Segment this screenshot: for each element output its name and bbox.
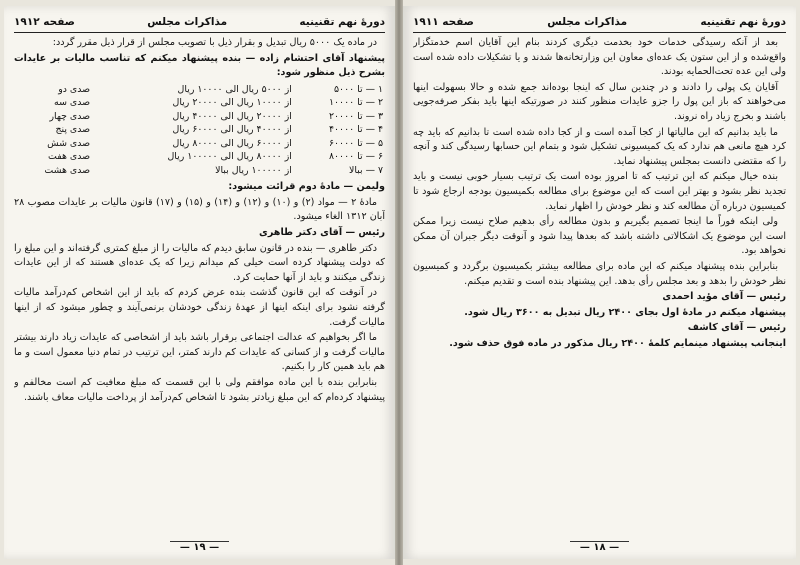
article-paragraph: مادهٔ ۲ — مواد (۲) و (۱۰) و (۱۲) و (۱۴) و (۱۵) و (۱۷) قانون مالیات بر عایدات مصوب ۲۸ آبان ۱۳۱۲ الغاء میشود. bbox=[14, 196, 385, 223]
table-cell-bracket: ۵ — تا ۶۰۰۰۰ bbox=[328, 137, 383, 149]
tax-rate-table bbox=[14, 83, 385, 178]
motion-paragraph: اینجانب پیشنهاد مینمایم کلمهٔ ۲۴۰۰ ریال مذکور در ماده فوق حذف شود. bbox=[449, 337, 786, 349]
speaker-line: رئیس — آقای دکتر طاهری bbox=[259, 227, 385, 239]
motion-paragraph: پیشنهاد آقای احتشام زاده — بنده پیشنهاد میکنم که تناسب مالیات بر عایدات بشرح ذیل منظور شود: bbox=[14, 52, 385, 79]
paragraph: ما باید بدانیم که این مالیاتها از کجا آمده است و از کجا داده شده است تا بدانیم که باید چه کرد هیچ مانعی هم ندارد که یک کمیسیونی تشکیل شود و بتمام این حسابها رسیدگی کند و آنچه را که مقتضی دانست بمجلس پیشنهاد نماید. bbox=[413, 126, 786, 167]
right-header-title: مذاکرات مجلس bbox=[547, 16, 628, 28]
table-cell-bracket: ۳ — تا ۲۰۰۰۰ bbox=[328, 110, 383, 122]
right-header-page-number: صفحه ۱۹۱۱ bbox=[413, 16, 474, 28]
paragraph: بنابراین بنده با این ماده موافقم ولی با این قسمت که مبلغ معافیت کم است مخالفم و پیشنهاد کرده‌ام که این مبلغ زیادتر بشود تا اشخاص کم‌درآمد از پرداخت مالیات معاف باشند. bbox=[14, 377, 385, 403]
left-page bbox=[4, 6, 395, 559]
table-cell-rate: صدی هفت bbox=[48, 151, 91, 163]
table-cell-bracket: ۶ — تا ۸۰۰۰۰ bbox=[328, 151, 383, 163]
table-cell-range: از ۵۰۰۰ ریال الی ۱۰۰۰۰ ریال bbox=[177, 83, 292, 95]
paragraph: دکتر طاهری — بنده در قانون سابق دیدم که مالیات را از مبلغ کمتری گرفته‌اند و این مبلغ را که دولت پیشنهاد کرده است خیلی کم میدانم زیرا که یک عده‌ای هستند که از این عایدات زندگی میکنند و باید از آنها حمایت کرد. bbox=[14, 242, 385, 283]
right-header-session: دورهٔ نهم تقنینیه bbox=[700, 16, 786, 28]
paragraph: بنده خیال میکنم که این ترتیب که تا امروز بوده است یک ترتیب بسیار خوبی نیست و باید تجدید نظر بشود و بهتر این است که این موضوع برای مطالعه بکمیسیون بودجه ارجاع شود تا کمیسیون درباره آن مطالعه کند و نظر خودش را اظهار نماید. bbox=[413, 171, 786, 212]
motion-paragraph: پیشنهاد میکنم در مادهٔ اول بجای ۲۴۰۰ ریال تبدیل به ۳۶۰۰ ریال شود. bbox=[464, 306, 786, 318]
left-page-footer bbox=[4, 541, 395, 553]
table-cell-bracket: ۲ — تا ۱۰۰۰۰ bbox=[328, 97, 383, 109]
left-header-title: مذاکرات مجلس bbox=[147, 16, 228, 28]
table-cell-range: از ۲۰۰۰۰ ریال الی ۴۰۰۰۰ ریال bbox=[172, 110, 292, 122]
table-cell-range: از ۸۰۰۰۰ ریال الی ۱۰۰۰۰۰ ریال bbox=[167, 151, 292, 163]
table-row bbox=[14, 150, 385, 164]
left-header-page-number: صفحه ۱۹۱۲ bbox=[14, 16, 75, 28]
table-row bbox=[14, 96, 385, 110]
table-cell-range: از ۱۰۰۰۰۰ ریال ببالا bbox=[215, 164, 292, 176]
paragraph: آقایان یک پولی را دادند و در چندین سال که اینجا بوده‌اند جمع شده و حالا بسهولت اینها می‌خواهند که باز این پول را جزو عایدات منظور کنند در صورتیکه اینها باید بفکر صرفه‌جویی باشند و بخرج زیاد راه نروند. bbox=[413, 81, 786, 122]
table-cell-rate: صدی شش bbox=[47, 137, 91, 149]
right-page bbox=[403, 6, 796, 559]
paragraph: بعد از آنکه رسیدگی خدمات خود بخدمت دیگری کردند بنام این آقایان اسم خدمتگزار واقع‌شده و از این ستون یک عده‌ای معاون این وزارتخانه‌ها شدند و یا تشکیلات داده شده است ولی این عده تحت‌الحمایه بودند. bbox=[413, 37, 786, 78]
table-cell-range: از ۶۰۰۰۰ ریال الی ۸۰۰۰۰ ریال bbox=[172, 137, 292, 149]
speaker-line: رئیس — آقای مؤید احمدی bbox=[662, 291, 786, 303]
table-cell-rate: صدی سه bbox=[54, 97, 91, 109]
table-cell-rate: صدی دو bbox=[58, 83, 91, 95]
paragraph: ولی اینکه فوراً ما اینجا تصمیم بگیریم و بدون مطالعه رأی بدهیم صلاح نیست زیرا ممکن است این موضوع یک اشکالاتی داشته باشد که بعدها پیدا شود و آنوقت دیگر جبران آن ممکن نخواهد بود. bbox=[413, 216, 786, 257]
right-page-number: — ۱۸ — bbox=[570, 541, 629, 553]
speaker-line: رئیس — آقای کاشف bbox=[687, 322, 786, 334]
table-row bbox=[14, 137, 385, 151]
paragraph: در ماده یک ۵۰۰۰ ریال تبدیل و بقرار ذیل با تصویب مجلس از قرار ذیل مقرر گردد: bbox=[52, 37, 377, 48]
right-page-body bbox=[413, 36, 786, 533]
table-row bbox=[14, 83, 385, 97]
left-page-number: — ۱۹ — bbox=[170, 541, 229, 553]
left-page-body bbox=[14, 36, 385, 533]
table-cell-bracket: ۴ — تا ۴۰۰۰۰ bbox=[328, 124, 383, 136]
table-cell-bracket: ۱ — تا ۵۰۰۰ bbox=[334, 83, 383, 95]
paragraph: ما اگر بخواهیم که عدالت اجتماعی برقرار باشد باید از اشخاصی که عایدات زیاد دارند بیشتر مالیات گرفت و از کسانی که عایدات کم دارند کمتر، این ترتیب در تمام دنیا معمول است و ما هم باید همین کار را بکنیم. bbox=[14, 332, 385, 373]
speaker-line: ولیمن — مادهٔ دوم قرائت میشود: bbox=[228, 181, 385, 193]
right-page-header bbox=[413, 12, 786, 33]
table-cell-bracket: ۷ — ببالا bbox=[348, 164, 383, 176]
table-row bbox=[14, 110, 385, 124]
table-cell-rate: صدی چهار bbox=[49, 110, 91, 122]
table-cell-range: از ۱۰۰۰۰ ریال الی ۲۰۰۰۰ ریال bbox=[172, 97, 292, 109]
right-page-footer bbox=[403, 541, 796, 553]
table-row bbox=[14, 123, 385, 137]
left-page-header bbox=[14, 12, 385, 33]
book-gutter bbox=[395, 0, 403, 565]
paragraph: در آنوقت که این قانون گذشت بنده عرض کردم که باید از این اشخاص کم‌درآمد مالیات گرفته نشود برای اینکه اینها از عهدهٔ زندگی خودشان برنمی‌آیند و چطور میشود که از اینها مالیات گرفت. bbox=[14, 287, 385, 328]
table-cell-rate: صدی هشت bbox=[44, 164, 91, 176]
table-cell-rate: صدی پنج bbox=[55, 124, 91, 136]
table-row bbox=[14, 164, 385, 178]
left-header-session: دورهٔ نهم تقنینیه bbox=[299, 16, 385, 28]
paragraph: بنابراین بنده پیشنهاد میکنم که این ماده برای مطالعه بیشتر بکمیسیون برگردد و کمیسیون نظر خودش را بدهد و بعد مجلس رأی بدهد. این پیشنهاد بنده است و تقدیم میکنم. bbox=[413, 260, 786, 287]
table-cell-range: از ۴۰۰۰۰ ریال الی ۶۰۰۰۰ ریال bbox=[172, 124, 292, 136]
